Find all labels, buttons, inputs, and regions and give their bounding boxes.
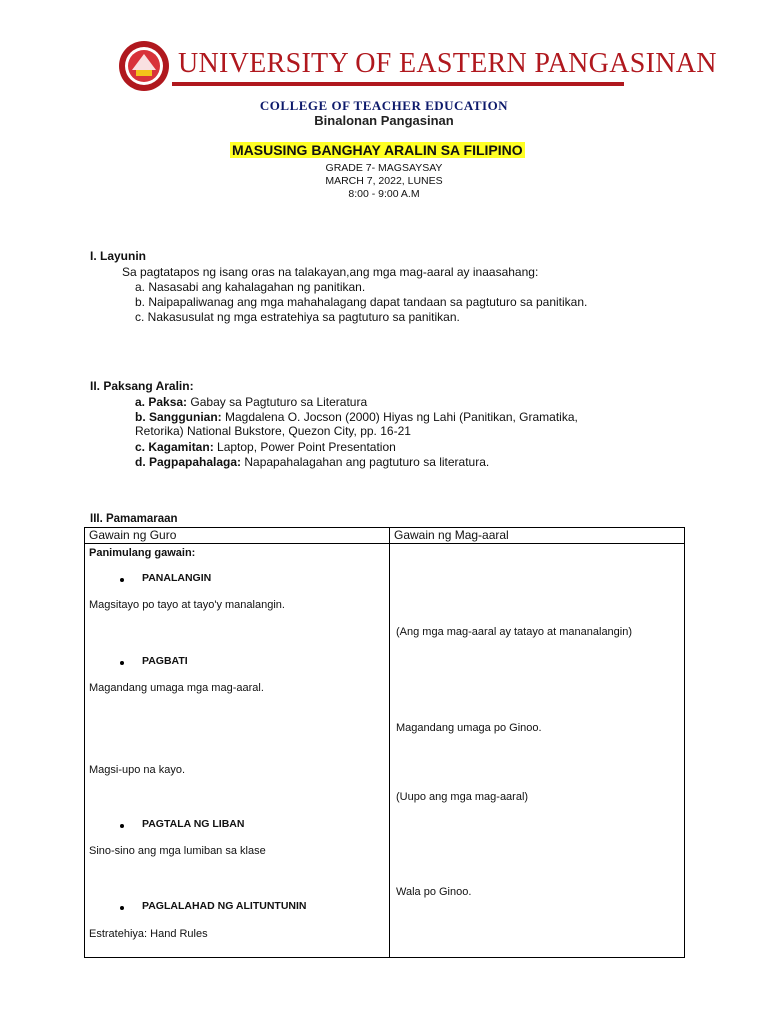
item-label: d. Pagpapahalaga: bbox=[135, 455, 242, 469]
lesson-time: 8:00 - 9:00 A.M bbox=[348, 188, 420, 200]
student-line: (Uupo ang mga mag-aaral) bbox=[396, 791, 529, 803]
item-value: Laptop, Power Point Presentation bbox=[213, 440, 396, 454]
objective-item: b. Naipapaliwanag ang mga mahahalagang dapat tandaan sa pagtuturo sa panitikan. bbox=[135, 295, 588, 309]
subject-matter-item bbox=[135, 395, 367, 409]
column-header-student: Gawain ng Mag-aaral bbox=[390, 528, 685, 544]
teacher-line: Magsi-upo na kayo. bbox=[89, 764, 185, 776]
objective-item: c. Nakasusulat ng mga estratehiya sa pagtuturo sa panitikan. bbox=[135, 310, 460, 324]
bullet-icon bbox=[120, 906, 124, 910]
objectives-intro: Sa pagtatapos ng isang oras na talakayan,ang mga mag-aaral ay inaasahang: bbox=[122, 265, 539, 279]
item-value: Gabay sa Pagtuturo sa Literatura bbox=[187, 395, 368, 409]
lesson-date: MARCH 7, 2022, LUNES bbox=[325, 175, 443, 187]
college-name: COLLEGE OF TEACHER EDUCATION bbox=[259, 98, 509, 113]
item-value: Napapahalagahan ang pagtuturo sa literatura. bbox=[241, 455, 490, 469]
teacher-line: Estratehiya: Hand Rules bbox=[89, 928, 208, 940]
activity-heading: PANALANGIN bbox=[142, 572, 212, 584]
intro-activities-label: Panimulang gawain: bbox=[89, 547, 196, 559]
grade-section: GRADE 7- MAGSAYSAY bbox=[325, 162, 443, 174]
teacher-line: Magsitayo po tayo at tayo'y manalangin. bbox=[89, 599, 285, 611]
activity-heading: PAGTALA NG LIBAN bbox=[142, 818, 245, 830]
objective-item: a. Nasasabi ang kahalagahan ng panitikan. bbox=[135, 280, 366, 294]
activity-heading: PAGLALAHAD NG ALITUNTUNIN bbox=[142, 900, 307, 912]
section-3-heading: III. Pamamaraan bbox=[90, 513, 178, 525]
header-divider bbox=[172, 82, 624, 86]
activity-heading: PAGBATI bbox=[142, 655, 188, 667]
student-activities-cell bbox=[390, 544, 685, 958]
teacher-activities-cell bbox=[85, 544, 390, 958]
item-label: c. Kagamitan: bbox=[135, 440, 214, 454]
bullet-icon bbox=[120, 661, 124, 665]
bullet-icon bbox=[120, 824, 124, 828]
bullet-icon bbox=[120, 578, 124, 582]
item-label: b. Sanggunian: bbox=[135, 410, 222, 424]
section-1-heading: I. Layunin bbox=[90, 249, 147, 263]
student-line: Wala po Ginoo. bbox=[396, 886, 472, 898]
subject-matter-item bbox=[135, 455, 489, 469]
teacher-line: Magandang umaga mga mag-aaral. bbox=[89, 682, 264, 694]
subject-matter-item bbox=[135, 410, 578, 424]
subject-matter-item bbox=[135, 440, 396, 454]
teacher-line: Sino-sino ang mga lumiban sa klase bbox=[89, 845, 266, 857]
campus-name: Binalonan Pangasinan bbox=[314, 113, 454, 128]
university-seal-logo bbox=[118, 40, 170, 92]
reference-continuation: Retorika) National Bukstore, Quezon City, pp. 16-21 bbox=[135, 424, 411, 438]
item-label: a. Paksa: bbox=[135, 395, 188, 409]
section-2-heading: II. Paksang Aralin: bbox=[90, 379, 194, 393]
university-name: UNIVERSITY OF EASTERN PANGASINAN bbox=[178, 48, 717, 79]
student-line: (Ang mga mag-aaral ay tatayo at mananalangin) bbox=[396, 626, 633, 638]
column-header-teacher: Gawain ng Guro bbox=[85, 528, 390, 544]
procedure-table bbox=[84, 527, 685, 958]
item-value: Magdalena O. Jocson (2000) Hiyas ng Lahi (Panitikan, Gramatika, bbox=[221, 410, 578, 424]
document-title: MASUSING BANGHAY ARALIN SA FILIPINO bbox=[232, 142, 523, 158]
student-line: Magandang umaga po Ginoo. bbox=[396, 722, 542, 734]
